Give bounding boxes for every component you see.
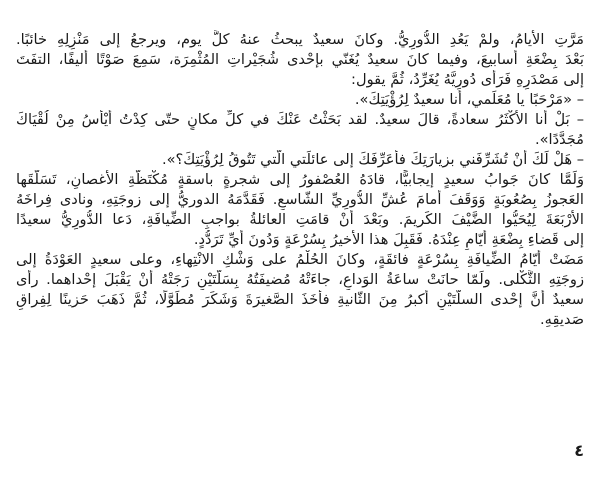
text-line: مَضَتْ أيّامُ الضِّيافَةِ بِسُرْعَةٍ فائقَةٍ، وكانَ الحُلْمُ على وَشْكِ الانْتِهاءِ، وعلى سعيدٍ العَوْدَةُ إلى [16,251,584,268]
text-line: بَعْدَ بِضْعَةِ أسابيعَ، وفيما كانَ سعيدٌ يُغَنّي بإحْدى شُجَيْراتِ المُثْمِرَة، سَمِعَ صَوْتًا أليفًا، التفَتَ [16,51,584,68]
text-line: إلى قَضاءِ بِضْعَةِ أيّامٍ عِنْدَهُ. فَقَبِلَ هذا الأخيرُ بِسُرْعَةٍ وَدُونَ أيِّ تَرَدُّدٍ. [193,231,584,248]
text-line: العَجوزُ بِصُعُوبَةٍ وَوَقَفَ أمامَ عُشِّ الدُّورِيِّ الشّاسعِ. فَقَدَّمَهُ الدوريُّ إلى زوجَتِهِ، ونادى فِراخَهُ [16,191,584,208]
text-line: مُجَدَّدًا». [534,131,584,148]
dialogue-line: – بَلْ أنا الأكْثَرُ سعادةً، قالَ سعيدٌ. لقد بَحَثْتُ عَنْكَ في كلِّ مكانٍ حتّى كِدْتُ أيْأَسُ مِنْ لُقْيَاكَ [16,111,584,128]
text-line: إلى مَصْدَرِهِ فَرَأى دُورِيَّهُ يُغَرِّدُ، ثُمَّ يقول: [351,71,584,88]
dialogue-line: – «مَرْحَبًا يا مُعَلِّمي، أنا سعيدٌ لِرُؤْيَتِكَ». [354,91,584,108]
text-line: وَلَمَّا كانَ جَوابُ سعيدٍ إيجابيًّا، قادَهُ العُصْفورُ إلى شجرةٍ باسقةٍ مُكْتَظَّةِ الأغصانِ، تَسَلَّقَها [16,171,584,188]
page-number: ٤ [574,441,584,460]
text-line: زوجَتِهِ الثَّكْلى. ولَمّا حانَتْ ساعَةُ الوَداعِ، جاءَتْهُ مُضيفَتُهُ بِسَلَّتَيْنِ رَجَتْهُ أنْ يَقْبَلَ إحْداهما. رأى [16,271,584,288]
text-line: الأرْبَعَةَ لِيُحَيُّوا الضَّيْفَ الكَريمَ. وبَعْدَ أنْ قامَتِ العائلةُ بواجبِ الضِّيافَةِ، دَعا الدُّورِيُّ سعيدًا [16,211,584,228]
text-line: سعيدٌ أنَّ إحْدى السلَّتَيْنِ أكبرُ مِنَ الثّانيةِ فأخَذَ الصَّغيرَةَ وَشَكَرَ مُطَوَّلًا، ثُمَّ ذَهَبَ حَزينًا لِفِراقِ [16,291,584,308]
text-line: صَديقِهِ. [540,311,584,328]
dialogue-line: – هَلْ لَكَ أنْ تُشَرِّفَني بزيارَتِكَ فأُعَرِّفَكَ إلى عائلَتي الّتي تَتُوقُ لِرُؤْيَتِكَ؟». [161,151,584,168]
story-text [16,30,584,330]
text-line: مَرَّتِ الأيامُ، ولمْ يَعُدِ الدُّورِيُّ. وكانَ سعيدٌ يبحثُ عنهُ كلَّ يوم، ويرجعُ إلى مَنْزِلِهِ خائبًا. [16,31,584,48]
